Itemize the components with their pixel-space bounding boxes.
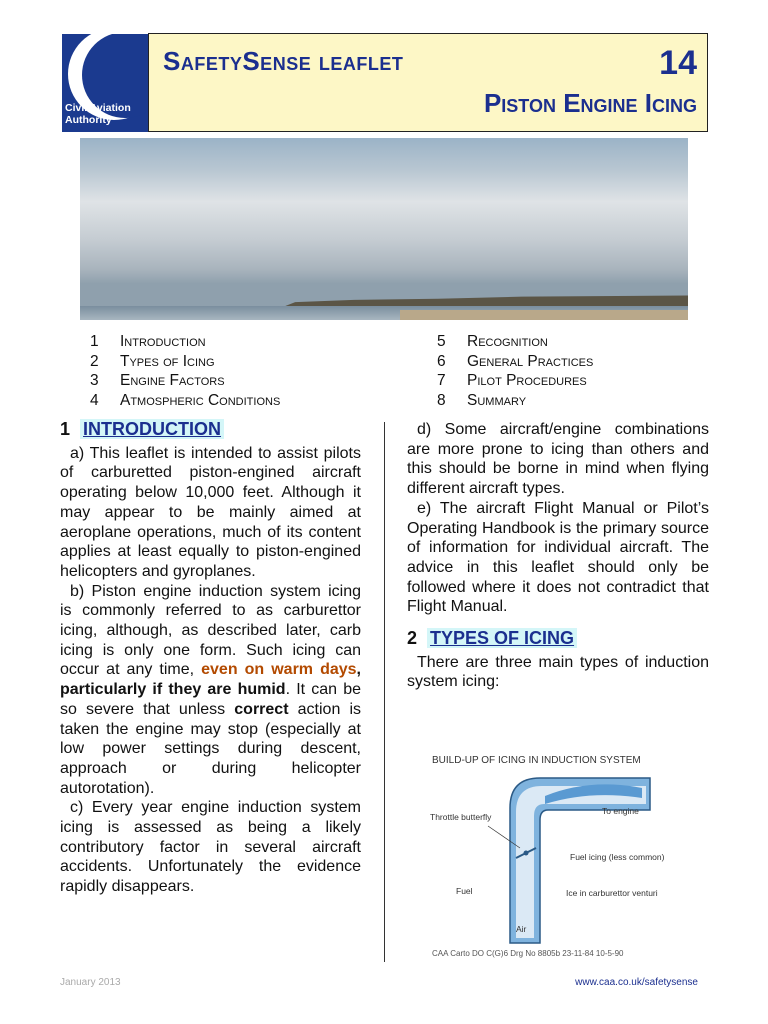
toc-item[interactable]: 6 General Practices (437, 352, 594, 370)
toc-item[interactable]: 8 Summary (437, 391, 527, 409)
para-a: a) This leaflet is intended to assist pilots of carburetted piston-engined aircraft operating below 10,000 feet. Although it may appear to be mainly aimed at aeroplane operations, much of its content applies at least equally to piston-engined helicopters and gyroplanes. (60, 444, 361, 580)
para-e: e) The aircraft Flight Manual or Pilot’s Operating Handbook is the primary source of information for individual aircraft. The advice in this leaflet should only be followed where it does not contradict that Flight Manual. (407, 499, 709, 616)
section-heading: 2 TYPES OF ICING (407, 629, 709, 649)
footer-date: January 2013 (60, 977, 121, 988)
toc-item[interactable]: 5 Recognition (437, 333, 548, 350)
coastal-sky-photo (80, 138, 688, 320)
toc-left (90, 332, 280, 410)
logo-org-line1: Civil Aviation (65, 102, 131, 114)
column-divider (384, 422, 385, 962)
leaflet-subtitle: Piston Engine Icing (483, 88, 697, 118)
diagram-credit: CAA Carto DO C(G)6 Drg No 8805b 23-11-84 10-5-90 (432, 949, 624, 958)
diagram-title: BUILD-UP OF ICING IN INDUCTION SYSTEM (432, 755, 641, 766)
title-box (148, 33, 708, 132)
logo-org-line2: Authority (65, 114, 112, 126)
fuel-label: Fuel (456, 886, 473, 896)
footer-url[interactable]: www.caa.co.uk/safetysense (575, 977, 698, 988)
throttle-label: Throttle butterfly (430, 812, 492, 822)
left-column (60, 420, 361, 897)
toc-item[interactable]: 3 Engine Factors (90, 372, 225, 389)
air-label: Air (516, 924, 527, 934)
caa-logo (62, 34, 154, 132)
para-c: c) Every year engine induction system icing is assessed as being a likely contributory factor in several aircraft accidents. Unfortunately the evidence rapidly disappears. (60, 799, 361, 896)
section2-intro: There are three main types of induction system icing: (407, 653, 709, 691)
leaflet-number: 14 (659, 44, 697, 82)
toc-item[interactable]: 4 Atmospheric Conditions (90, 391, 281, 409)
to-engine-label: To engine (602, 806, 639, 816)
right-column (407, 420, 709, 692)
toc-item[interactable]: 1 Introduction (90, 333, 206, 350)
venturi-label: Ice in carburettor venturi (566, 888, 658, 898)
fuel-icing-label: Fuel icing (less common) (570, 852, 665, 862)
para-d: d) Some aircraft/engine combinations are more prone to icing than others and this should be borne in mind when flying different aircraft types. (407, 421, 709, 498)
toc-item[interactable]: 2 Types of Icing (90, 352, 215, 370)
leaflet-title: SafetySense leaflet (163, 46, 404, 76)
section-heading: 1 INTRODUCTION (60, 420, 361, 440)
para-b: b) Piston engine induction system icing is commonly referred to as carburettor icing, although, as described later, carb icing is only one form. Such icing can occur at any time, even on warm days, particularly if they are humid. It can be so severe that unless correct action is taken the engine may stop (especially at low power settings during descent, approach or during helicopter autorotation). (60, 582, 362, 797)
induction-icing-diagram (420, 748, 702, 962)
toc-item[interactable]: 7 Pilot Procedures (437, 372, 587, 389)
toc-right (437, 332, 593, 410)
